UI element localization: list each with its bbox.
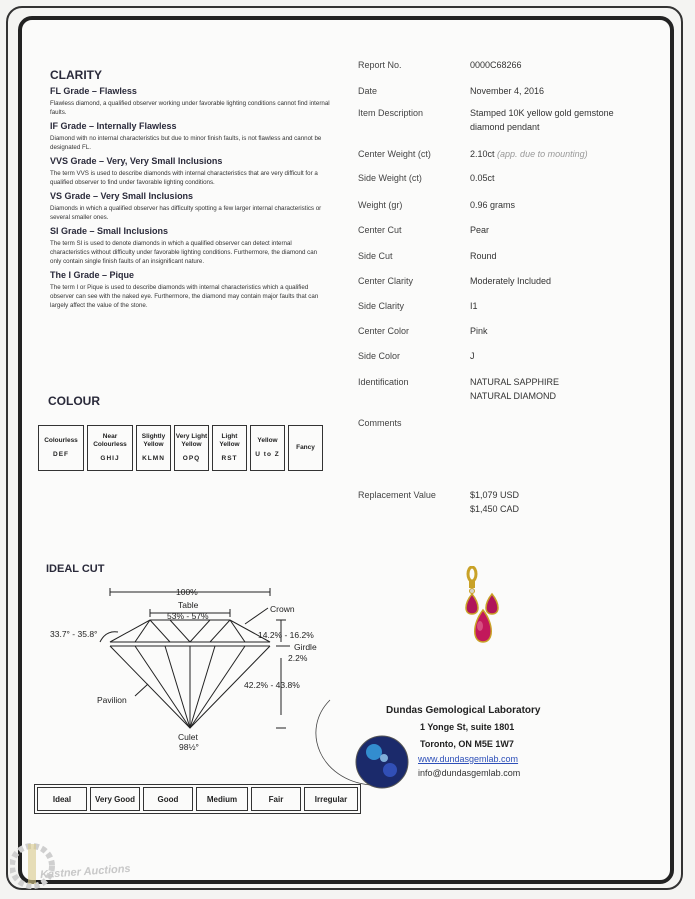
report-value	[470, 488, 655, 516]
colour-cell-label: Yellow	[257, 437, 278, 444]
report-value-text: Stamped 10K yellow gold gemstone diamond pendant	[470, 108, 614, 132]
colour-cell	[288, 425, 323, 471]
clarity-grade-description: Diamonds in which a qualified observer has difficulty spotting a few larger internal characteristics or several smaller ones.	[50, 205, 322, 221]
report-value-text: November 4, 2016	[470, 86, 545, 96]
clarity-grade-description: Flawless diamond, a qualified observer working under favorable lighting conditions cannot find internal faults.	[50, 100, 330, 116]
lab-website-link[interactable]: www.dundasgemlab.com	[418, 754, 519, 764]
culet-label: Culet	[178, 732, 198, 742]
colour-cell	[250, 425, 285, 471]
lab-email: info@dundasgemlab.com	[418, 768, 521, 778]
colour-cell	[87, 425, 133, 471]
report-value-text: I1	[470, 301, 478, 311]
report-value	[470, 171, 655, 185]
report-label: Weight (gr)	[358, 200, 403, 210]
report-value-text: Pink	[470, 326, 488, 336]
report-label: Center Clarity	[358, 276, 414, 286]
report-value-text: Round	[470, 251, 497, 261]
cut-grade-cell: Good	[143, 787, 193, 811]
report-value-text: 0.05ct	[470, 173, 495, 183]
pavilion-label: Pavilion	[97, 695, 127, 705]
colour-cell-grade: RST	[221, 455, 238, 462]
report-label: Side Clarity	[358, 301, 405, 311]
colour-cell	[136, 425, 171, 471]
clarity-grade-heading: VS Grade – Very Small Inclusions	[50, 191, 194, 201]
colour-cell	[38, 425, 84, 471]
clarity-grade-heading: VVS Grade – Very, Very Small Inclusions	[50, 156, 223, 166]
clarity-grade-description: Diamond with no internal characteristics but due to minor finish faults, is not flawless and cannot be designated FL.	[50, 135, 322, 151]
lab-address-line2: Toronto, ON M5E 1W7	[420, 739, 514, 749]
clarity-grade-heading: SI Grade – Small Inclusions	[50, 226, 169, 236]
ideal-cut-title: IDEAL CUT	[46, 563, 105, 575]
report-value-text: Pear	[470, 225, 490, 235]
crown-label: Crown	[270, 604, 295, 614]
colour-cell-grade: DEF	[53, 451, 69, 458]
report-label: Side Cut	[358, 251, 393, 261]
colour-cell	[212, 425, 247, 471]
girdle-value-label: 2.2%	[288, 653, 308, 663]
colour-cell-label: Near Colourless	[93, 433, 127, 448]
diamond-diagram	[40, 580, 330, 755]
report-value	[470, 84, 655, 98]
colour-scale-table	[35, 422, 326, 474]
pendant-image	[458, 566, 506, 656]
clarity-grade-description: The term SI is used to denote diamonds in which a qualified observer can detect internal characteristics without difficulty under favorable lighting conditions. Furthermore, the diamond can only contain single finish faults of an insignificant nature.	[50, 240, 318, 265]
pavilion-depth-label: 42.2% - 43.8%	[244, 680, 300, 690]
report-value	[470, 324, 655, 338]
report-value	[470, 223, 655, 237]
report-value-text: 2.10ct	[470, 149, 495, 159]
clarity-title: CLARITY	[50, 68, 102, 82]
table-range-label: 53% - 57%	[167, 611, 209, 621]
report-label: Side Weight (ct)	[358, 173, 422, 183]
report-label: Comments	[358, 418, 402, 428]
cut-grade-cell: Irregular	[304, 787, 358, 811]
cut-grade-cell: Fair	[251, 787, 301, 811]
report-value	[470, 58, 655, 72]
report-value-text: 0000C68266	[470, 60, 522, 70]
colour-cell-grade: OPQ	[182, 455, 201, 462]
colour-cell-label: Very Light Yellow	[175, 433, 208, 448]
report-label: Report No.	[358, 60, 402, 70]
watermark-text: Kastner Auctions	[39, 862, 131, 882]
report-label: Center Cut	[358, 225, 402, 235]
clarity-grade-description: The term VVS is used to describe diamonds with internal characteristics that are very difficult for a qualified observer to find under favorable lighting conditions.	[50, 170, 318, 186]
report-value	[470, 198, 655, 212]
report-value	[470, 147, 655, 161]
report-label: Item Description	[358, 108, 424, 118]
clarity-grade-description: The term I or Pique is used to describe diamonds with internal characteristics which a qualified observer can see with the naked eye. Furthermore, the diamond may contain major faults that can largely affect the value of the stone.	[50, 284, 319, 309]
cut-grade-cell: Very Good	[90, 787, 140, 811]
clarity-list	[50, 86, 330, 310]
report-label: Center Color	[358, 326, 410, 336]
report-label: Side Color	[358, 351, 401, 361]
clarity-grade-heading: FL Grade – Flawless	[50, 86, 137, 96]
lab-address-line1: 1 Yonge St, suite 1801	[420, 722, 515, 732]
colour-cell-label: Light Yellow	[219, 433, 240, 448]
report-value-text: NATURAL DIAMOND	[470, 391, 557, 401]
girdle-label: Girdle	[294, 642, 317, 652]
report-value-text: $1,450 CAD	[470, 504, 520, 514]
report-label: Replacement Value	[358, 490, 436, 500]
crown-angle-label: 33.7° - 35.8°	[50, 629, 98, 639]
width-label: 100%	[176, 587, 198, 597]
colour-cell-label: Colourless	[44, 437, 78, 444]
report-value-note: (app. due to mounting)	[497, 149, 588, 159]
report-details	[358, 60, 658, 540]
colour-cell-label: Slightly Yellow	[141, 433, 166, 448]
lab-name: Dundas Gemological Laboratory	[386, 705, 541, 716]
colour-cell-grade: GHIJ	[100, 455, 120, 462]
report-value-text: Moderately Included	[470, 276, 552, 286]
colour-title: COLOUR	[48, 394, 100, 408]
report-value-text: NATURAL SAPPHIRE	[470, 377, 560, 387]
report-value	[470, 375, 655, 403]
table-label: Table	[178, 600, 199, 610]
cut-grade-cell: Ideal	[37, 787, 87, 811]
colour-cell-grade: U to Z	[255, 451, 280, 458]
report-value	[470, 249, 655, 263]
report-label: Identification	[358, 377, 409, 387]
report-value	[470, 106, 630, 134]
report-value	[470, 349, 655, 363]
colour-cell	[174, 425, 209, 471]
report-label: Date	[358, 86, 378, 96]
report-value-text: 0.96 grams	[470, 200, 516, 210]
report-label: Center Weight (ct)	[358, 149, 431, 159]
clarity-grade-heading: The I Grade – Pique	[50, 270, 135, 280]
colour-cell-label: Fancy	[296, 444, 315, 451]
clarity-grade-heading: IF Grade – Internally Flawless	[50, 121, 177, 131]
culet-value-label: 98½°	[179, 742, 199, 752]
crown-height-label: 14.2% - 16.2%	[258, 630, 314, 640]
report-value-text: $1,079 USD	[470, 490, 520, 500]
cut-grade-cell: Medium	[196, 787, 248, 811]
colour-cell-grade: KLMN	[142, 455, 165, 462]
report-value	[470, 299, 655, 313]
report-value	[470, 274, 655, 288]
report-value-text: J	[470, 351, 475, 361]
